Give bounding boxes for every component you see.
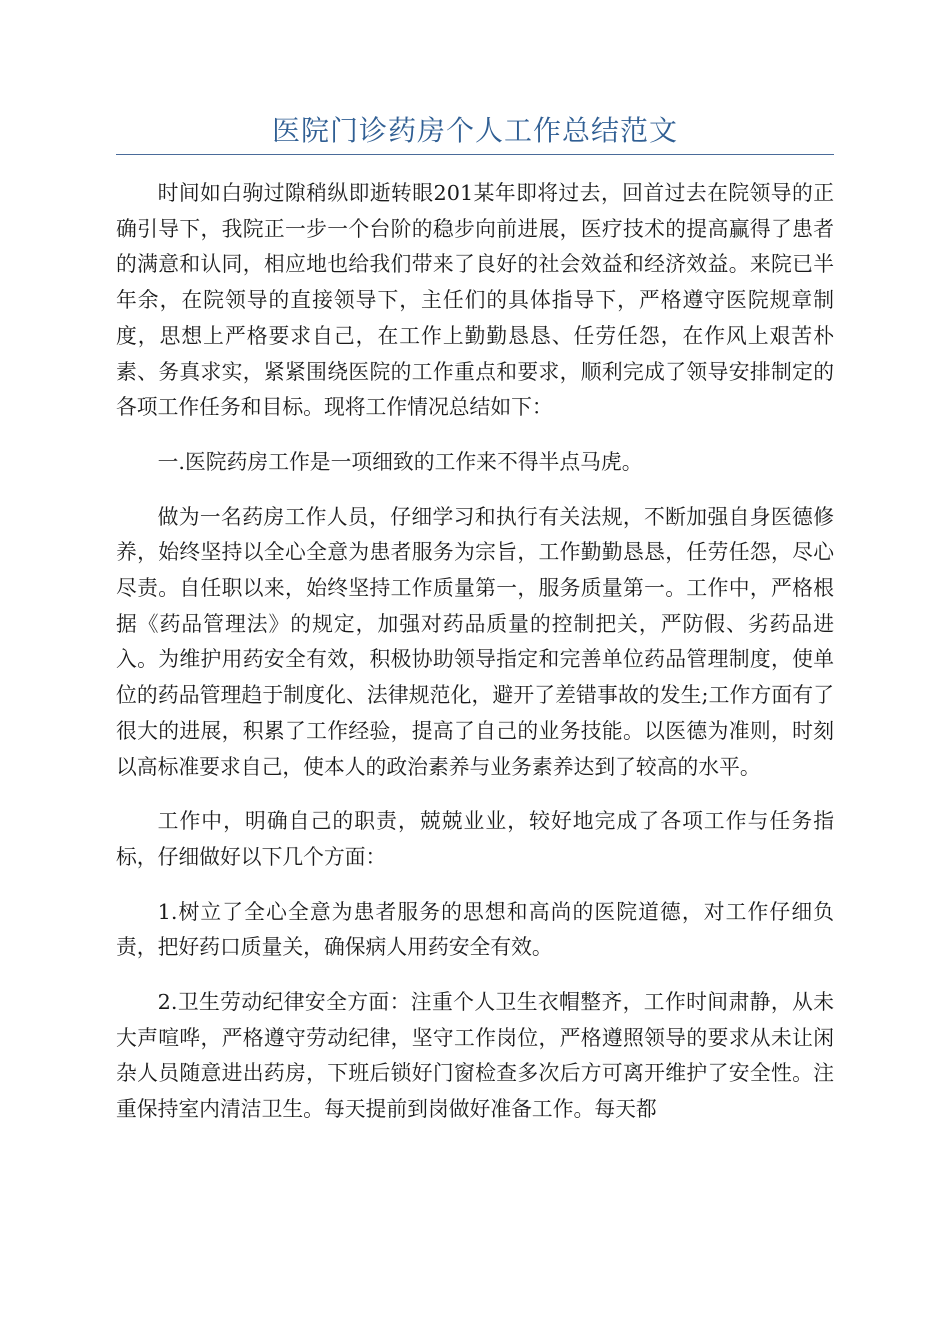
paragraph-responsibilities: 工作中，明确自己的职责，兢兢业业，较好地完成了各项工作与任务指标，仔细做好以下几个方面： — [116, 809, 834, 869]
paragraph-work-details: 做为一名药房工作人员，仔细学习和执行有关法规，不断加强自身医德修养，始终坚持以全心全意为患者服务为宗旨，工作勤勤恳恳，任劳任怨，尽心尽责。自任职以来，始终坚持工作质量第一，服务质量第一。工作中，严格根据《药品管理法》的规定，加强对药品质量的控制把关，严防假、劣药品进入。为维护用药安全有效，积极协助领导指定和完善单位药品管理制度，使单位的药品管理趋于制度化、法律规范化，避开了差错事故的发生;工作方面有了很大的进展，积累了工作经验，提高了自己的业务技能。以医德为准则，时刻以高标准要求自己，使本人的政治素养与业务素养达到了较高的水平。 — [116, 504, 834, 779]
paragraph-section-one-heading: 一.医院药房工作是一项细致的工作来不得半点马虎。 — [157, 449, 643, 474]
paragraph-item-2: 2.卫生劳动纪律安全方面：注重个人卫生衣帽整齐，工作时间肃静，从未大声喧哗，严格遵守劳动纪律，坚守工作岗位，严格遵照领导的要求从未让闲杂人员随意进出药房，下班后锁好门窗检查多次后方可离开维护了安全性。注重保持室内清洁卫生。每天提前到岗做好准备工作。每天都 — [116, 990, 834, 1122]
paragraph-intro: 时间如白驹过隙稍纵即逝转眼201某年即将过去，回首过去在院领导的正确引导下，我院正一步一个台阶的稳步向前进展，医疗技术的提高赢得了患者的满意和认同，相应地也给我们带来了良好的社会效益和经济效益。来院已半年余，在院领导的直接领导下，主任们的具体指导下，严格遵守医院规章制度，思想上严格要求自己，在工作上勤勤恳恳、任劳任怨，在作风上艰苦朴素、务真求实，紧紧围绕医院的工作重点和要求，顺利完成了领导安排制定的各项工作任务和目标。现将工作情况总结如下： — [116, 181, 834, 420]
title-block — [116, 108, 834, 155]
document-body — [116, 176, 834, 1147]
paragraph-item-1: 1.树立了全心全意为患者服务的思想和高尚的医院道德，对工作仔细负责，把好药口质量关，确保病人用药安全有效。 — [116, 899, 834, 960]
document-title: 医院门诊药房个人工作总结范文 — [271, 114, 678, 147]
